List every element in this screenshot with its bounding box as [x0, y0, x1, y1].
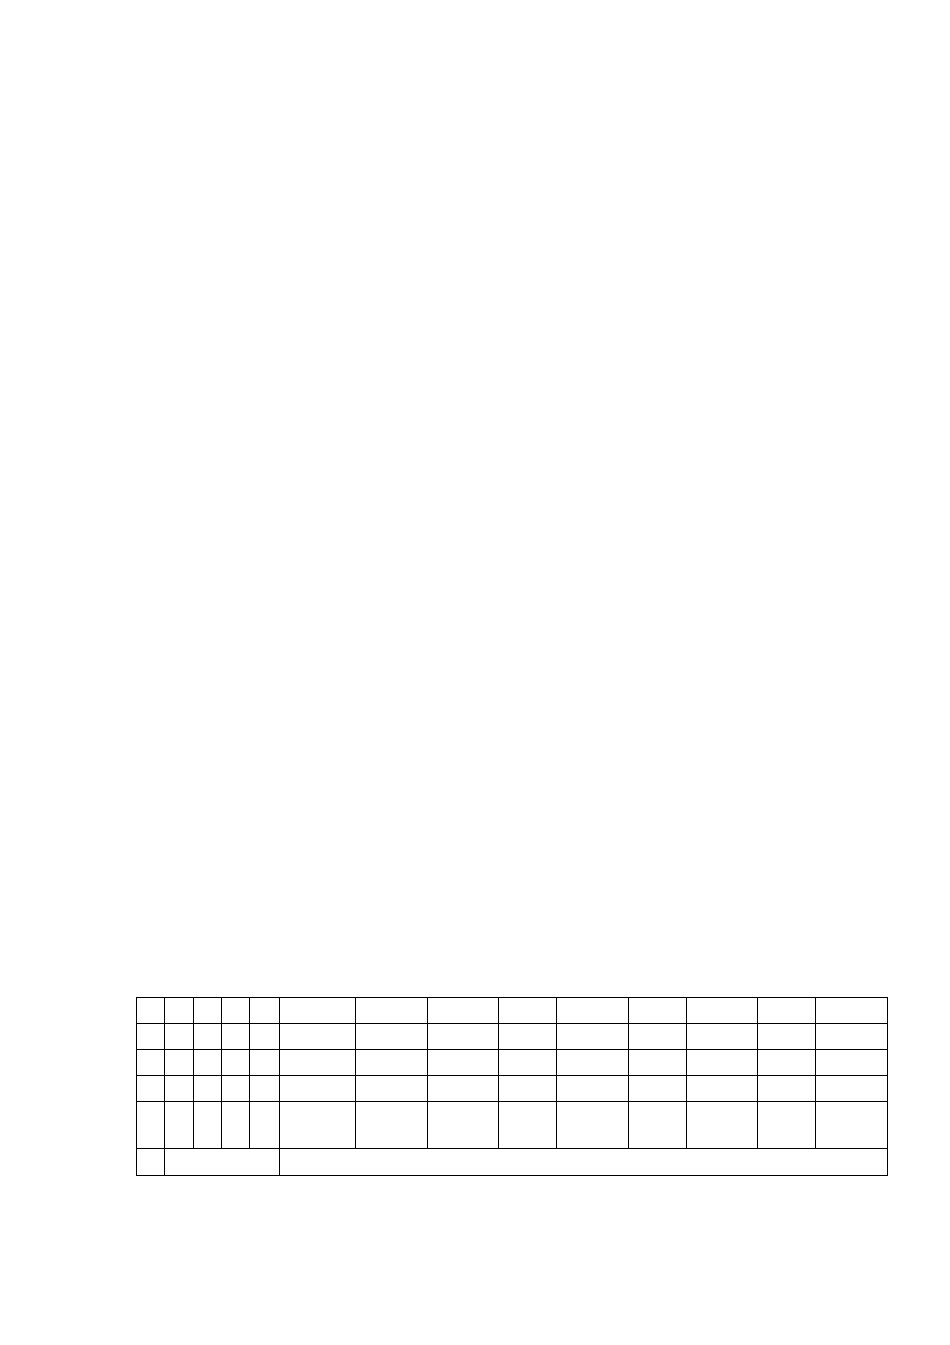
history-cell-c4 — [250, 1024, 279, 1050]
history-cell-reviewer — [628, 1076, 686, 1102]
history-header-row — [137, 1102, 888, 1149]
history-row — [137, 1076, 888, 1102]
history-cell-approver — [758, 1076, 815, 1102]
history-cell-no — [137, 1076, 165, 1102]
history-cell-c4 — [250, 1076, 279, 1102]
record-title — [279, 1149, 887, 1176]
history-cell-c2 — [194, 1050, 222, 1076]
history-cell-c3 — [222, 1050, 250, 1076]
history-cell-no — [137, 998, 165, 1024]
history-cell-notice — [279, 1024, 355, 1050]
history-cell-approver — [758, 1024, 815, 1050]
history-cell-no — [137, 1050, 165, 1076]
history-cell-checker — [499, 1050, 556, 1076]
history-cell-date3 — [687, 1076, 758, 1102]
history-cell-c2 — [194, 1076, 222, 1102]
history-cell-date4 — [815, 998, 887, 1024]
history-cell-notice — [279, 1076, 355, 1102]
history-title-row — [137, 1149, 888, 1176]
history-cell-checker — [499, 998, 556, 1024]
history-cell-c2 — [194, 1024, 222, 1050]
header-seq-bottom — [137, 1149, 165, 1176]
history-cell-c1 — [165, 998, 194, 1024]
history-cell-c3 — [222, 998, 250, 1024]
history-cell-reviewer — [628, 1024, 686, 1050]
history-cell-date1 — [428, 998, 499, 1024]
standard-history-table — [136, 997, 888, 1176]
history-cell-date4 — [815, 1050, 887, 1076]
history-cell-editor — [355, 1050, 427, 1076]
history-cell-date1 — [428, 1050, 499, 1076]
history-cell-date2 — [556, 998, 628, 1024]
history-cell-date4 — [815, 1024, 887, 1050]
history-row — [137, 998, 888, 1024]
history-cell-date2 — [556, 1024, 628, 1050]
history-row — [137, 1050, 888, 1076]
history-cell-date3 — [687, 1024, 758, 1050]
history-cell-c1 — [165, 1050, 194, 1076]
history-cell-no — [137, 1024, 165, 1050]
history-cell-reviewer — [628, 998, 686, 1024]
history-cell-c3 — [222, 1024, 250, 1050]
history-cell-c3 — [222, 1076, 250, 1102]
history-cell-date1 — [428, 1076, 499, 1102]
history-cell-c1 — [165, 1024, 194, 1050]
history-cell-date2 — [556, 1076, 628, 1102]
history-cell-editor — [355, 1024, 427, 1050]
history-cell-reviewer — [628, 1050, 686, 1076]
history-cell-approver — [758, 1050, 815, 1076]
history-cell-date1 — [428, 1024, 499, 1050]
history-row — [137, 1024, 888, 1050]
history-cell-checker — [499, 1076, 556, 1102]
history-cell-c4 — [250, 998, 279, 1024]
history-cell-date3 — [687, 1050, 758, 1076]
history-cell-notice — [279, 998, 355, 1024]
history-cell-checker — [499, 1024, 556, 1050]
history-cell-date4 — [815, 1076, 887, 1102]
header-method — [165, 1149, 279, 1176]
history-cell-c1 — [165, 1076, 194, 1102]
history-cell-notice — [279, 1050, 355, 1076]
history-cell-c2 — [194, 998, 222, 1024]
history-cell-date2 — [556, 1050, 628, 1076]
history-cell-date3 — [687, 998, 758, 1024]
history-cell-editor — [355, 1076, 427, 1102]
history-cell-approver — [758, 998, 815, 1024]
history-cell-c4 — [250, 1050, 279, 1076]
history-cell-editor — [355, 998, 427, 1024]
